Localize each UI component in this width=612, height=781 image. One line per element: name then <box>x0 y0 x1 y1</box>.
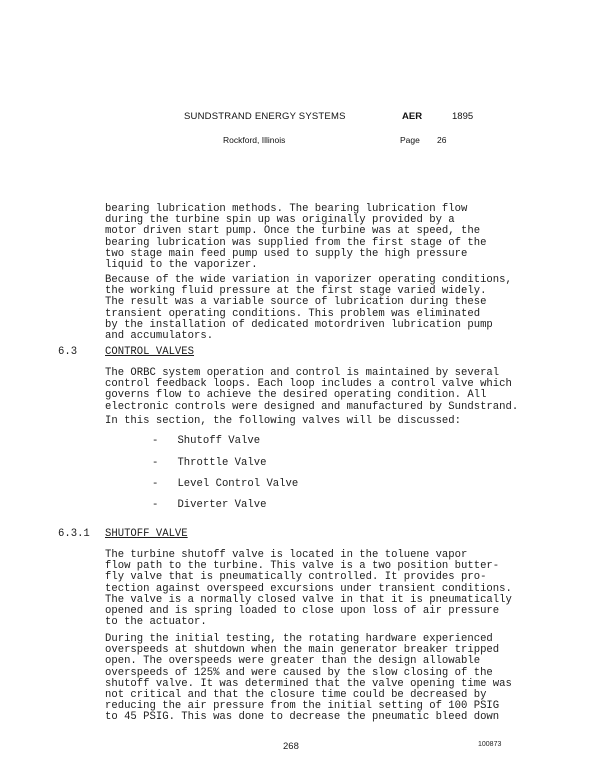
paragraph-initial-testing: During the initial testing, the rotating hardware experienced overspeeds at shutdown when the main generator breaker tripped open. The overspeeds were greater than the design allowable overspeeds of 125% and were caused by the slow closing of the shutoff valve. It was determined that the valve opening time was not critical and that the closure time could be decreased by reducing the air pressure from the initial setting of 100 PSIG to 45 PSIG. This was done to decrease the pneumatic bleed down <box>105 633 512 724</box>
page-number: 26 <box>437 135 447 145</box>
bullet-marker: - <box>152 478 159 490</box>
valve-name: Diverter Valve <box>177 499 267 511</box>
paragraph-shutoff-valve: The turbine shutoff valve is located in the toluene vapor flow path to the turbine. This valve is a two position butter- fly valve that is pneumatically controlled. It provides pro- tection against overspeed excursions under transient conditions. The valve is a normally closed valve in that it is pneumatically opened and is spring loaded to close upon loss of air pressure to the actuator. <box>105 549 512 629</box>
paragraph-lubrication-methods: bearing lubrication methods. The bearing lubrication flow during the turbine spin up was originally provided by a motor driven start pump. Once the turbine was at speed, the bearing lubrication was supplied from the first stage of the two stage main feed pump used to supply the high pressure liquid to the vaporizer. <box>105 203 487 272</box>
valve-name: Throttle Valve <box>177 457 267 469</box>
list-item <box>152 436 260 447</box>
list-item <box>152 500 266 511</box>
paragraph-valves-intro: In this section, the following valves will be discussed: <box>105 415 462 427</box>
company-location: Rockford, Illinois <box>223 135 286 145</box>
paragraph-vaporizer-variation: Because of the wide variation in vaporizer operating conditions, the working fluid pressure at the first stage varied widely. The result was a variable source of lubrication during these transient operating conditions. This problem was eliminated by the installation of dedicated motordriven lubrication pump and accumulators. <box>105 274 512 343</box>
valve-name: Shutoff Valve <box>177 435 261 447</box>
subsection-number: 6.3.1 <box>58 528 90 540</box>
subsection-title: SHUTOFF VALVE <box>105 528 188 540</box>
valve-name: Level Control Valve <box>177 478 299 490</box>
list-item <box>152 479 298 490</box>
bullet-marker: - <box>152 457 159 469</box>
report-number: 1895 <box>452 111 474 122</box>
footer-page-number: 268 <box>283 741 299 752</box>
paragraph-control-loops: The ORBC system operation and control is maintained by several control feedback loops. Each loop includes a control valve which governs flow to achieve the desired operating condition. All electronic controls were designed and manufactured by Sundstrand. <box>105 367 519 413</box>
company-name: SUNDSTRAND ENERGY SYSTEMS <box>184 111 346 122</box>
footer-doc-code: 100873 <box>478 741 502 748</box>
bullet-marker: - <box>152 499 159 511</box>
page-label: Page <box>400 135 420 145</box>
report-label: AER <box>402 111 423 122</box>
list-item <box>152 458 266 469</box>
section-number: 6.3 <box>58 346 78 358</box>
section-title: CONTROL VALVES <box>105 346 195 358</box>
bullet-marker: - <box>152 435 159 447</box>
